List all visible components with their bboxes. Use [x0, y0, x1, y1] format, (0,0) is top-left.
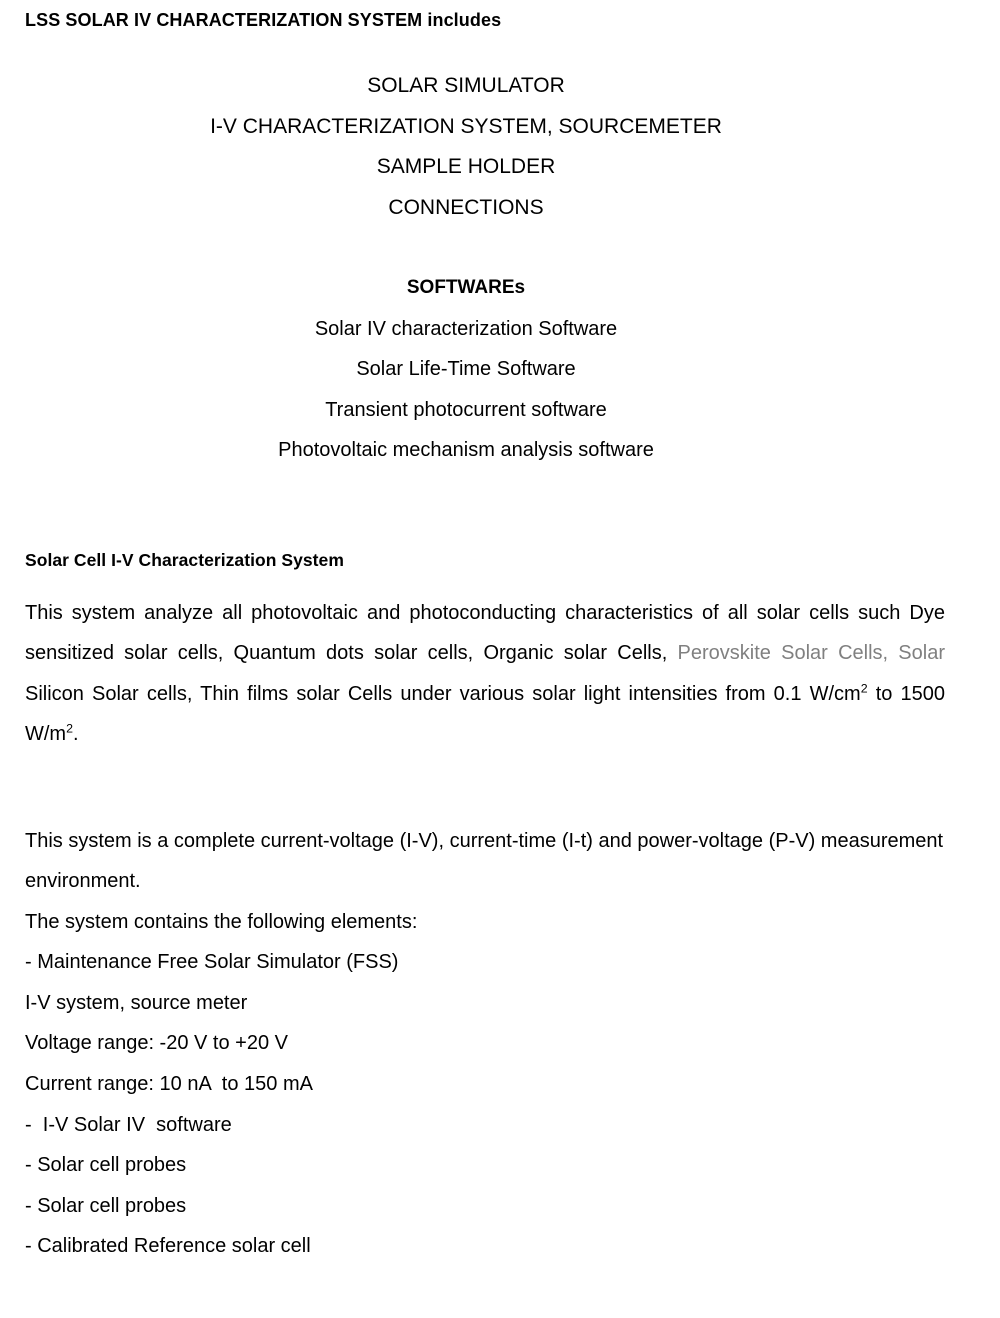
hardware-item-solar-simulator: SOLAR SIMULATOR [367, 74, 565, 97]
superscript-two-second: 2 [66, 721, 73, 736]
spacer [25, 755, 945, 821]
spacer [25, 228, 945, 268]
element-item-iv-solar-software: - I-V Solar IV software [25, 1113, 232, 1136]
section-paragraph [25, 593, 945, 755]
paragraph-text-part1: This system analyze all photovoltaic and photoconducting characteristics of all solar cells such Dye sensitized solar cells, Quantum dots solar cells, Organic solar Cells, [25, 601, 945, 664]
element-item-voltage-range: Voltage range: -20 V to +20 V [25, 1032, 288, 1055]
element-item-solar-cell-probes-2: - Solar cell probes [25, 1194, 187, 1217]
page-title: LSS SOLAR IV CHARACTERIZATION SYSTEM includes [25, 10, 502, 30]
software-item-solar-life-time: Solar Life-Time Software [356, 358, 576, 380]
softwares-title: SOFTWAREs [406, 277, 526, 298]
spacer [25, 572, 945, 593]
hardware-item-iv-characterization-system: I-V CHARACTERIZATION SYSTEM, SOURCEMETER [210, 114, 722, 138]
elements-intro-line: The system contains the following elements: [25, 910, 418, 933]
element-item-current-range: Current range: 10 nA to 150 mA [25, 1073, 313, 1096]
software-item-photovoltaic-mechanism-analysis: Photovoltaic mechanism analysis software [278, 439, 654, 461]
section-heading-solar-cell-iv: Solar Cell I-V Characterization System [25, 549, 344, 570]
softwares-section [8, 268, 924, 471]
software-item-transient-photocurrent: Transient photocurrent software [325, 398, 607, 421]
paragraph-text-part3: to 1500 W/m [25, 682, 945, 745]
hardware-list [8, 30, 924, 228]
description-paragraph: This system is a complete current-voltage (I-V), current-time (I-t) and power-voltage (P-V) measurement environment. [25, 829, 944, 893]
paragraph-text-part4: . [73, 723, 79, 745]
spacer [8, 30, 924, 66]
paragraph-text-highlighted-gray: Perovskite Solar Cells, Solar [677, 642, 945, 664]
hardware-item-connections: CONNECTIONS [388, 195, 544, 219]
element-item-solar-cell-probes-1: - Solar cell probes [25, 1154, 187, 1177]
element-item-solar-simulator: - Maintenance Free Solar Simulator (FSS) [25, 951, 399, 974]
element-item-calibrated-reference-solar-cell: - Calibrated Reference solar cell [25, 1235, 311, 1258]
software-item-solar-iv-characterization: Solar IV characterization Software [314, 317, 618, 340]
element-item-iv-system-source-meter: I-V system, source meter [25, 991, 248, 1014]
paragraph-text-part2: Silicon Solar cells, Thin films solar Cells under various solar light intensities from 0.1 W/cm [25, 682, 861, 705]
hardware-item-sample-holder: SAMPLE HOLDER [376, 155, 556, 178]
spacer [25, 471, 945, 548]
elements-list [25, 902, 945, 1267]
superscript-two-first: 2 [860, 680, 868, 695]
